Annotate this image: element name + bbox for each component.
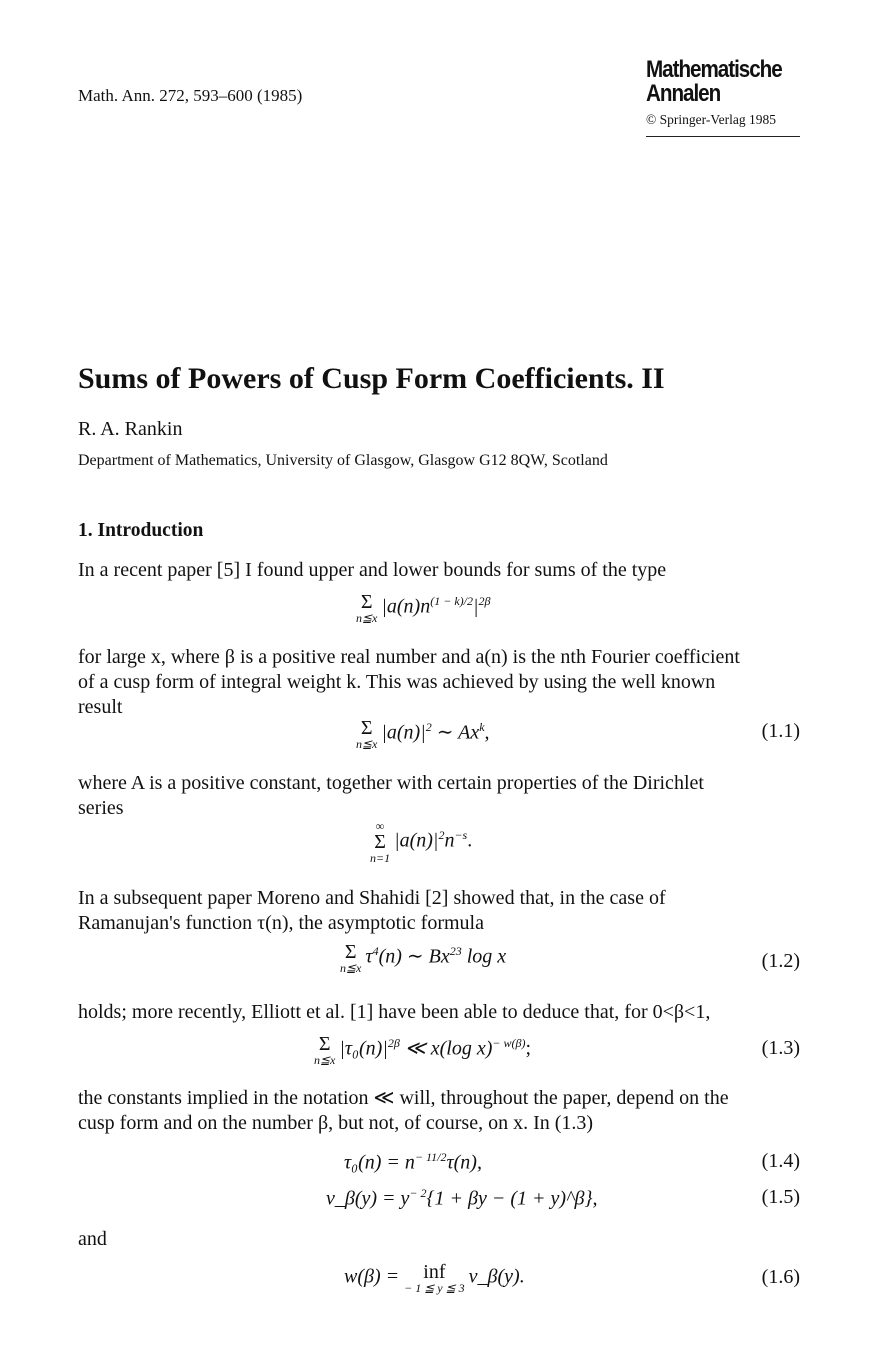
author-name: R. A. Rankin: [78, 418, 183, 440]
copyright-notice: © Springer-Verlag 1985: [646, 112, 776, 127]
equation-1-2: Σ n≦x $\tau^4(n)$ ∼ Bx$^{23}$ log x: [340, 941, 507, 975]
journal-name-line1: Mathematische: [646, 56, 782, 83]
equation-number-1-4: (1.4): [761, 1150, 800, 1172]
summation-sign: Σ n≦x: [340, 941, 362, 975]
equation-1-4: $\tau_0(n) = n^{- 11/2}\tau(n)$,: [344, 1150, 482, 1174]
journal-name-line2: Annalen: [646, 80, 721, 107]
author-affiliation: Department of Mathematics, University of Glasgow, Glasgow G12 8QW, Scotland: [78, 452, 608, 469]
summation-sign: Σ n≦x: [356, 717, 378, 751]
equation-1-3: Σ n≦x $|\tau_0(n)|^{2\beta}$ ≪ x(log x)$^{- w(\beta)}$;: [314, 1033, 532, 1067]
equation-1-6: w(β) = inf − 1 ≦ y ≦ 3 v_β(y).: [344, 1261, 525, 1295]
masthead-rule: [646, 136, 800, 137]
paragraph-3: where A is a positive constant, together with certain properties of the Dirichlet series: [78, 772, 704, 819]
summation-sign: Σ n≦x: [356, 591, 378, 625]
equation-number-1-6: (1.6): [761, 1266, 800, 1288]
equation-dirichlet-series: ∞ Σ n=1 $|a(n)|^2n^{-s}$.: [370, 819, 473, 865]
equation-number-1-1: (1.1): [761, 720, 800, 742]
paragraph-4: In a subsequent paper Moreno and Shahidi [2] showed that, in the case of Ramanujan's function τ(n), the asymptotic formula: [78, 887, 666, 934]
infimum-operator: inf − 1 ≦ y ≦ 3: [404, 1261, 465, 1295]
journal-citation: Math. Ann. 272, 593–600 (1985): [78, 86, 303, 105]
summation-sign: Σ n≦x: [314, 1033, 336, 1067]
equation-1-1: Σ n≦x $|a(n)|^2$ ∼ Ax$^k$,: [356, 717, 490, 751]
equation-1-5: v_β(y) = $y^{- 2}\{1 + \beta y - (1$ + y)^β},: [326, 1186, 598, 1210]
equation-sum-type: Σ n≦x $|a(n)n^{(1 - k)/2}|^{2\beta}$: [356, 591, 491, 625]
section-heading: 1. Introduction: [78, 520, 204, 541]
summation-sign: ∞ Σ n=1: [370, 819, 391, 865]
paragraph-5: holds; more recently, Elliott et al. [1] have been able to deduce that, for 0<β<1,: [78, 1001, 711, 1023]
journal-masthead: [646, 58, 800, 137]
paragraph-6: the constants implied in the notation ≪ will, throughout the paper, depend on the cusp form and on the number β, but not, of course, on x. In (1.3): [78, 1087, 729, 1134]
paragraph-1: In a recent paper [5] I found upper and lower bounds for sums of the type: [78, 559, 667, 581]
paragraph-2: for large x, where β is a positive real number and a(n) is the nth Fourier coefficient of a cusp form of integral weight k. This was achieved by using the well known result: [78, 646, 740, 718]
word-and: and: [78, 1228, 107, 1250]
paper-title: Sums of Powers of Cusp Form Coefficients. II: [78, 362, 665, 395]
equation-number-1-2: (1.2): [761, 950, 800, 972]
equation-number-1-5: (1.5): [761, 1186, 800, 1208]
equation-number-1-3: (1.3): [761, 1037, 800, 1059]
